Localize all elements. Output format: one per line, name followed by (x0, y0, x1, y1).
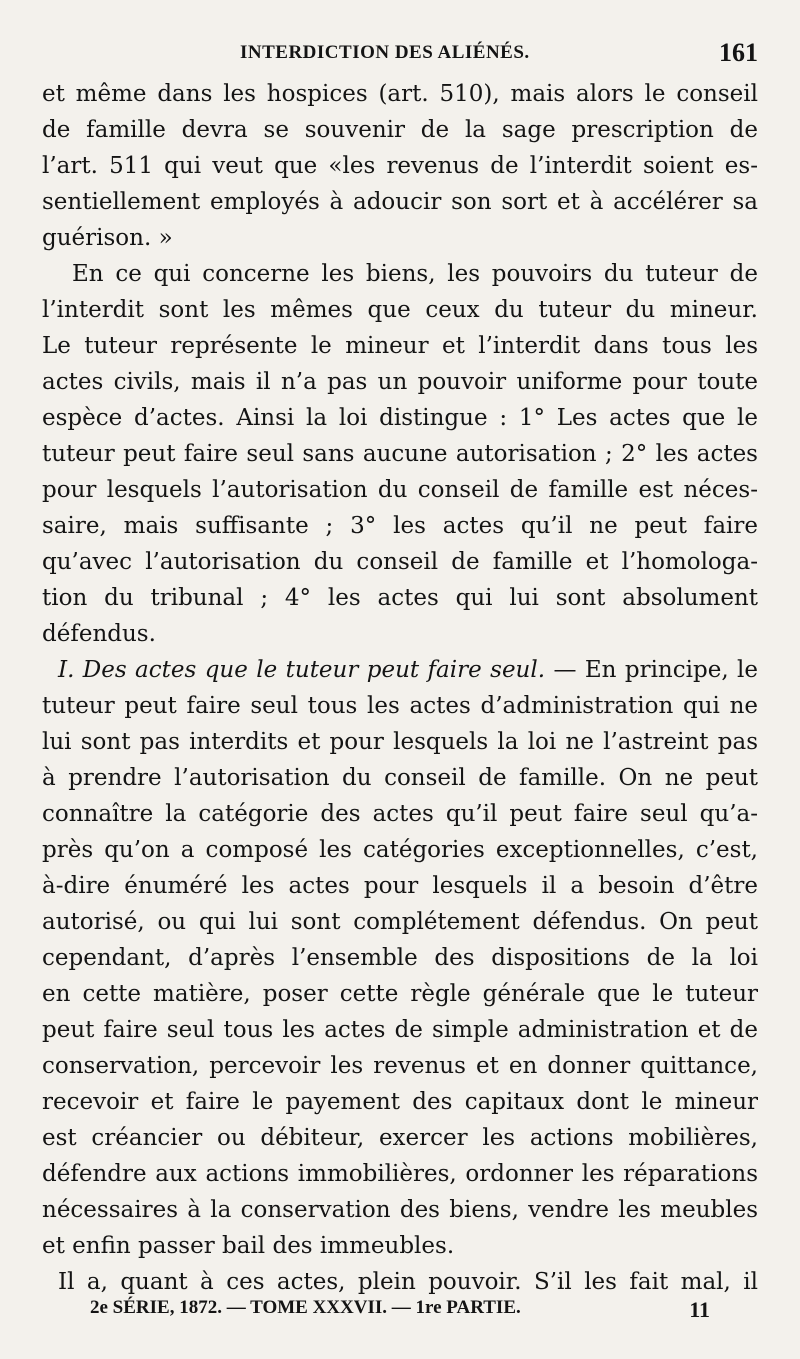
text-line: l’art. 511 qui veut que «les revenus de l’interdit soient es- (42, 153, 758, 179)
signature-mark: 11 (689, 1297, 710, 1322)
section-line (42, 652, 758, 688)
text-line: et même dans les hospices (art. 510), mais alors le conseil (42, 81, 758, 107)
text-line: actes civils, mais il n’a pas un pouvoir uniforme pour toute (42, 369, 758, 395)
text-line: Le tuteur représente le mineur et l’interdit dans tous les (42, 333, 758, 359)
text-line: conservation, percevoir les revenus et en donner quittance, (42, 1053, 758, 1079)
page-footer (90, 1297, 710, 1325)
text-line: de famille devra se souvenir de la sage prescription de (42, 117, 758, 143)
text-line: près qu’on a composé les catégories exceptionnelles, c’est, (42, 837, 758, 863)
text-line: en cette matière, poser cette règle générale que le tuteur (42, 981, 758, 1007)
text-line: défendus. (42, 621, 156, 647)
page-number: 161 (719, 38, 758, 67)
text-line: tuteur peut faire seul tous les actes d’administration qui ne (42, 693, 758, 719)
text-line: pour lesquels l’autorisation du conseil de famille est néces- (42, 477, 758, 503)
text-line: est créancier ou débiteur, exercer les actions mobilières, (42, 1125, 758, 1151)
header-title: INTERDICTION DES ALIÉNÉS. (240, 42, 530, 63)
text-line: sentiellement employés à adoucir son sort et à accélérer sa (42, 189, 758, 215)
text-line: saire, mais suffisante ; 3° les actes qu’il ne peut faire (42, 513, 758, 539)
text-line: qu’avec l’autorisation du conseil de famille et l’homologa- (42, 549, 758, 575)
text-line: cependant, d’après l’ensemble des dispositions de la loi (42, 945, 758, 971)
text-line: et enfin passer bail des immeubles. (42, 1233, 455, 1259)
text-line: peut faire seul tous les actes de simple administration et de (42, 1017, 758, 1043)
text-line: tuteur peut faire seul sans aucune autorisation ; 2° les actes (42, 441, 758, 467)
text-line: à prendre l’autorisation du conseil de famille. On ne peut (42, 765, 758, 791)
text-line: nécessaires à la conservation des biens, vendre les meubles (42, 1197, 758, 1223)
text-line: guérison. » (42, 225, 173, 251)
running-header (40, 36, 758, 70)
text-line: Il a, quant à ces actes, plein pouvoir. S’il les fait mal, il (58, 1269, 758, 1295)
text-line: autorisé, ou qui lui sont complétement défendus. On peut (42, 909, 758, 935)
text-line: l’interdit sont les mêmes que ceux du tuteur du mineur. (42, 297, 758, 323)
footer-text: 2e SÉRIE, 1872. — TOME XXXVII. — 1re PARTIE. (90, 1297, 521, 1318)
section-heading: I. Des actes que le tuteur peut faire seul. (58, 657, 546, 683)
text-line: espèce d’actes. Ainsi la loi distingue : 1° Les actes que le (42, 405, 758, 431)
text-line: à-dire énuméré les actes pour lesquels il a besoin d’être (42, 873, 758, 899)
text-line-tail: — En principe, le (553, 657, 758, 683)
text-line: recevoir et faire le payement des capitaux dont le mineur (42, 1089, 758, 1115)
text-line: En ce qui concerne les biens, les pouvoirs du tuteur de (72, 261, 758, 287)
text-line: défendre aux actions immobilières, ordonner les réparations (42, 1161, 758, 1187)
text-line: tion du tribunal ; 4° les actes qui lui sont absolument (42, 585, 758, 611)
text-line: lui sont pas interdits et pour lesquels la loi ne l’astreint pas (42, 729, 758, 755)
body-text (42, 76, 758, 1300)
text-line: connaître la catégorie des actes qu’il peut faire seul qu’a- (42, 801, 758, 827)
